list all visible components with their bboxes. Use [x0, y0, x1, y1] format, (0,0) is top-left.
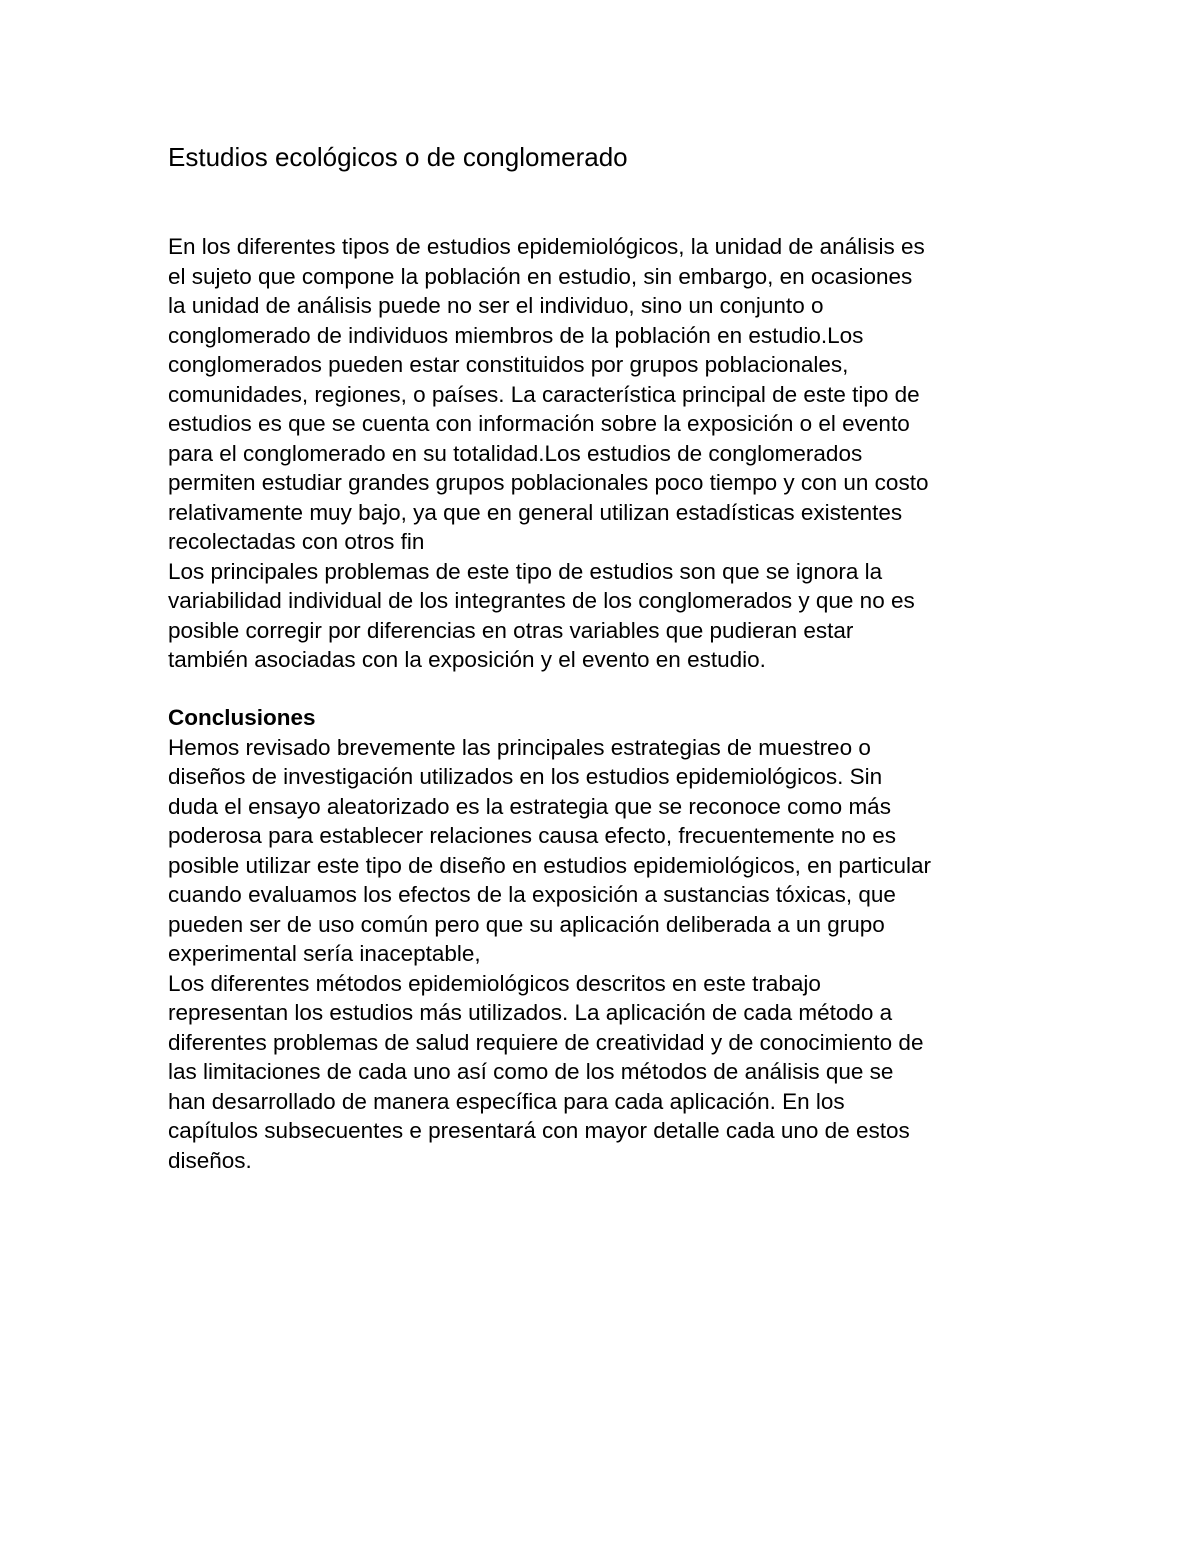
paragraph-line: posible utilizar este tipo de diseño en estudios epidemiológicos, en particular: [168, 852, 931, 878]
paragraph-line: Hemos revisado brevemente las principales estrategias de muestreo o: [168, 734, 871, 760]
paragraph-line: permiten estudiar grandes grupos poblacionales poco tiempo y con un costo: [168, 470, 929, 495]
section-heading-conclusions: Conclusiones: [168, 705, 316, 730]
paragraph-line: Los diferentes métodos epidemiológicos descritos en este trabajo: [168, 970, 821, 996]
paragraph-line: el sujeto que compone la población en estudio, sin embargo, en ocasiones: [168, 263, 913, 289]
paragraph-line: variabilidad individual de los integrantes de los conglomerados y que no es: [168, 588, 915, 613]
paragraph-line: capítulos subsecuentes e presentará con mayor detalle cada uno de estos: [168, 1118, 910, 1143]
paragraph-line: cuando evaluamos los efectos de la exposición a sustancias tóxicas, que: [168, 882, 896, 907]
paragraph-line: diseños.: [168, 1147, 252, 1173]
paragraph-line: diferentes problemas de salud requiere de creatividad y de conocimiento de: [168, 1029, 924, 1055]
paragraph-line: posible corregir por diferencias en otras variables que pudieran estar: [168, 617, 854, 643]
paragraph-line: duda el ensayo aleatorizado es la estrategia que se reconoce como más: [168, 793, 891, 819]
paragraph-line: diseños de investigación utilizados en los estudios epidemiológicos. Sin: [168, 764, 883, 789]
paragraph-line: experimental sería inaceptable,: [168, 941, 481, 966]
section-body-ecological: [168, 232, 928, 675]
paragraph-line: Los principales problemas de este tipo de estudios son que se ignora la: [168, 558, 883, 584]
paragraph-line: la unidad de análisis puede no ser el individuo, sino un conjunto o: [168, 293, 824, 318]
paragraph-line: relativamente muy bajo, ya que en general utilizan estadísticas existentes: [168, 499, 903, 525]
paragraph-line: pueden ser de uso común pero que su aplicación deliberada a un grupo: [168, 911, 885, 937]
paragraph-line: estudios es que se cuenta con información sobre la exposición o el evento: [168, 411, 910, 436]
paragraph-line: representan los estudios más utilizados. La aplicación de cada método a: [168, 1000, 893, 1025]
paragraph-line: recolectadas con otros fin: [168, 529, 425, 554]
paragraph-line: poderosa para establecer relaciones causa efecto, frecuentemente no es: [168, 823, 896, 848]
paragraph-line: conglomerado de individuos miembros de la población en estudio.Los: [168, 322, 864, 348]
paragraph-line: han desarrollado de manera específica para cada aplicación. En los: [168, 1088, 845, 1114]
paragraph-line: conglomerados pueden estar constituidos por grupos poblacionales,: [168, 352, 849, 377]
page-title: Estudios ecológicos o de conglomerado: [168, 142, 628, 172]
paragraph-line: comunidades, regiones, o países. La característica principal de este tipo de: [168, 381, 920, 407]
paragraph-line: también asociadas con la exposición y el evento en estudio.: [168, 647, 766, 672]
paragraph-line: para el conglomerado en su totalidad.Los estudios de conglomerados: [168, 440, 863, 466]
section-body-conclusions: [168, 733, 931, 1176]
paragraph-line: las limitaciones de cada uno así como de los métodos de análisis que se: [168, 1059, 894, 1084]
paragraph-line: En los diferentes tipos de estudios epidemiológicos, la unidad de análisis es: [168, 234, 925, 259]
section-conclusions: [168, 703, 931, 1175]
